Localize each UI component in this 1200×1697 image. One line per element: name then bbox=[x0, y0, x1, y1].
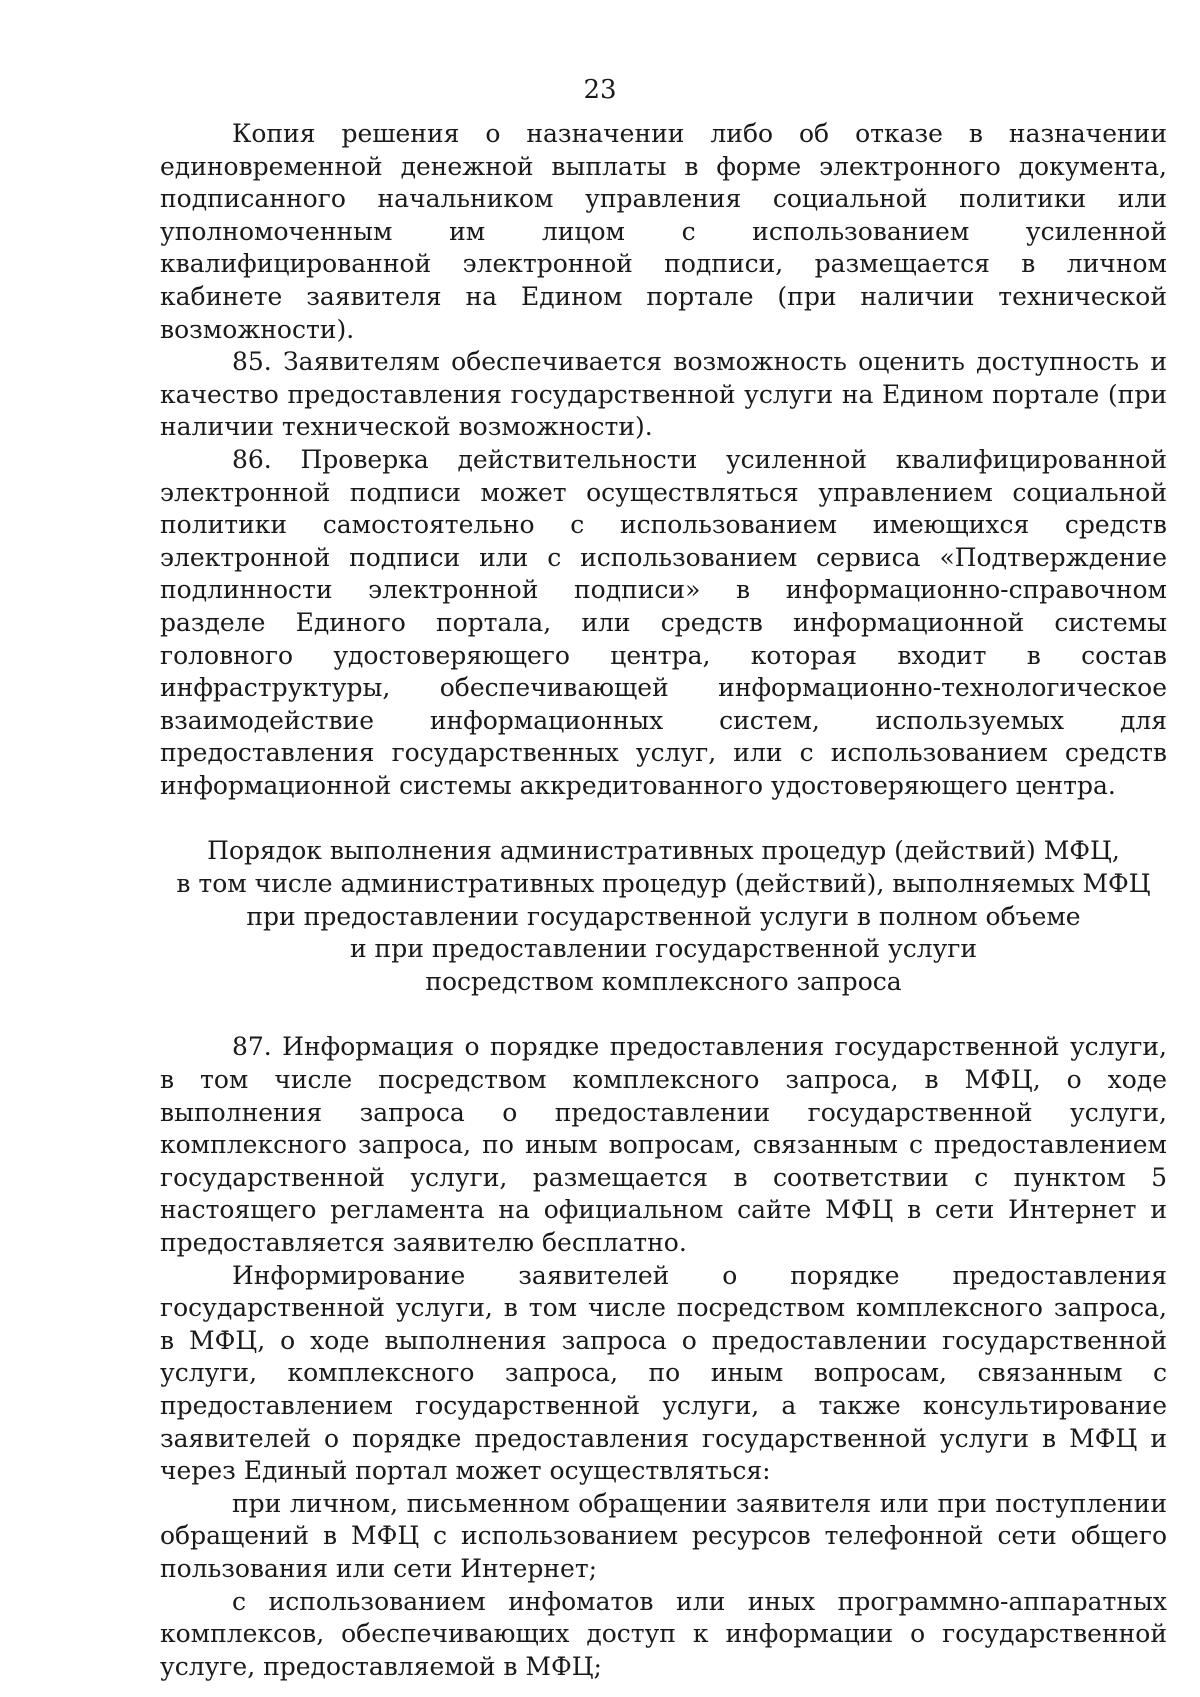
section-heading-line: при предоставлении государственной услуги в полном объеме bbox=[246, 901, 1081, 931]
paragraph-86: 86. Проверка действительности усиленной квалифицированной электронной подписи может осуществляться управлением социальной политики самостоятельно с использованием имеющихся средств электронной подписи или с использованием сервиса «Подтверждение подлинности электронной подписи» в информационно-справочном разделе Единого портала, или средств информационной системы головного удостоверяющего центра, которая входит в состав инфраструктуры, обеспечивающей информационно-технологическое взаимодействие информационных систем, используемых для предоставления государственных услуг, или с использованием средств информационной системы аккредитованного удостоверяющего центра. bbox=[160, 444, 1167, 800]
paragraph-decision-copy: Копия решения о назначении либо об отказе в назначении единовременной денежной выплаты в форме электронного документа, подписанного начальником управления социальной политики или уполномоченным им лицом с использованием усиленной квалифицированной электронной подписи, размещается в личном кабинете заявителя на Едином портале (при наличии технической возможности). bbox=[160, 119, 1167, 344]
section-heading-line: посредством комплексного запроса bbox=[425, 966, 902, 996]
paragraph-infomats: с использованием инфоматов или иных программно-аппаратных комплексов, обеспечивающих доступ к информации о государственной услуге, предоставляемой в МФЦ; bbox=[160, 1586, 1167, 1681]
section-heading-line: Порядок выполнения административных процедур (действий) МФЦ, bbox=[207, 836, 1120, 866]
document-body bbox=[160, 118, 1167, 1683]
section-heading-line: в том числе административных процедур (действий), выполняемых МФЦ bbox=[176, 869, 1151, 899]
section-heading bbox=[160, 835, 1167, 998]
section-heading-line: и при предоставлении государственной услуги bbox=[349, 934, 978, 964]
paragraph-informing: Информирование заявителей о порядке предоставления государственной услуги, в том числе посредством комплексного запроса, в МФЦ, о ходе выполнения запроса о предоставлении государственной услуги, комплексного запроса, по иным вопросам, связанным с предоставлением государственной услуги, а также консультирование заявителей о порядке предоставления государственной услуги в МФЦ и через Единый портал может осуществляться: bbox=[160, 1260, 1167, 1486]
paragraph-personal-appeal: при личном, письменном обращении заявителя или при поступлении обращений в МФЦ с использованием ресурсов телефонной сети общего пользования или сети Интернет; bbox=[160, 1488, 1167, 1583]
paragraph-85: 85. Заявителям обеспечивается возможность оценить доступность и качество предоставления государственной услуги на Едином портале (при наличии технической возможности). bbox=[160, 347, 1167, 442]
page-number: 23 bbox=[583, 75, 617, 105]
paragraph-87: 87. Информация о порядке предоставления государственной услуги, в том числе посредством комплексного запроса, в МФЦ, о ходе выполнения запроса о предоставлении государственной услуги, комплексного запроса, по иным вопросам, связанным с предоставлением государственной услуги, размещается в соответствии с пунктом 5 настоящего регламента на официальном сайте МФЦ в сети Интернет и предоставляется заявителю бесплатно. bbox=[160, 1032, 1167, 1257]
